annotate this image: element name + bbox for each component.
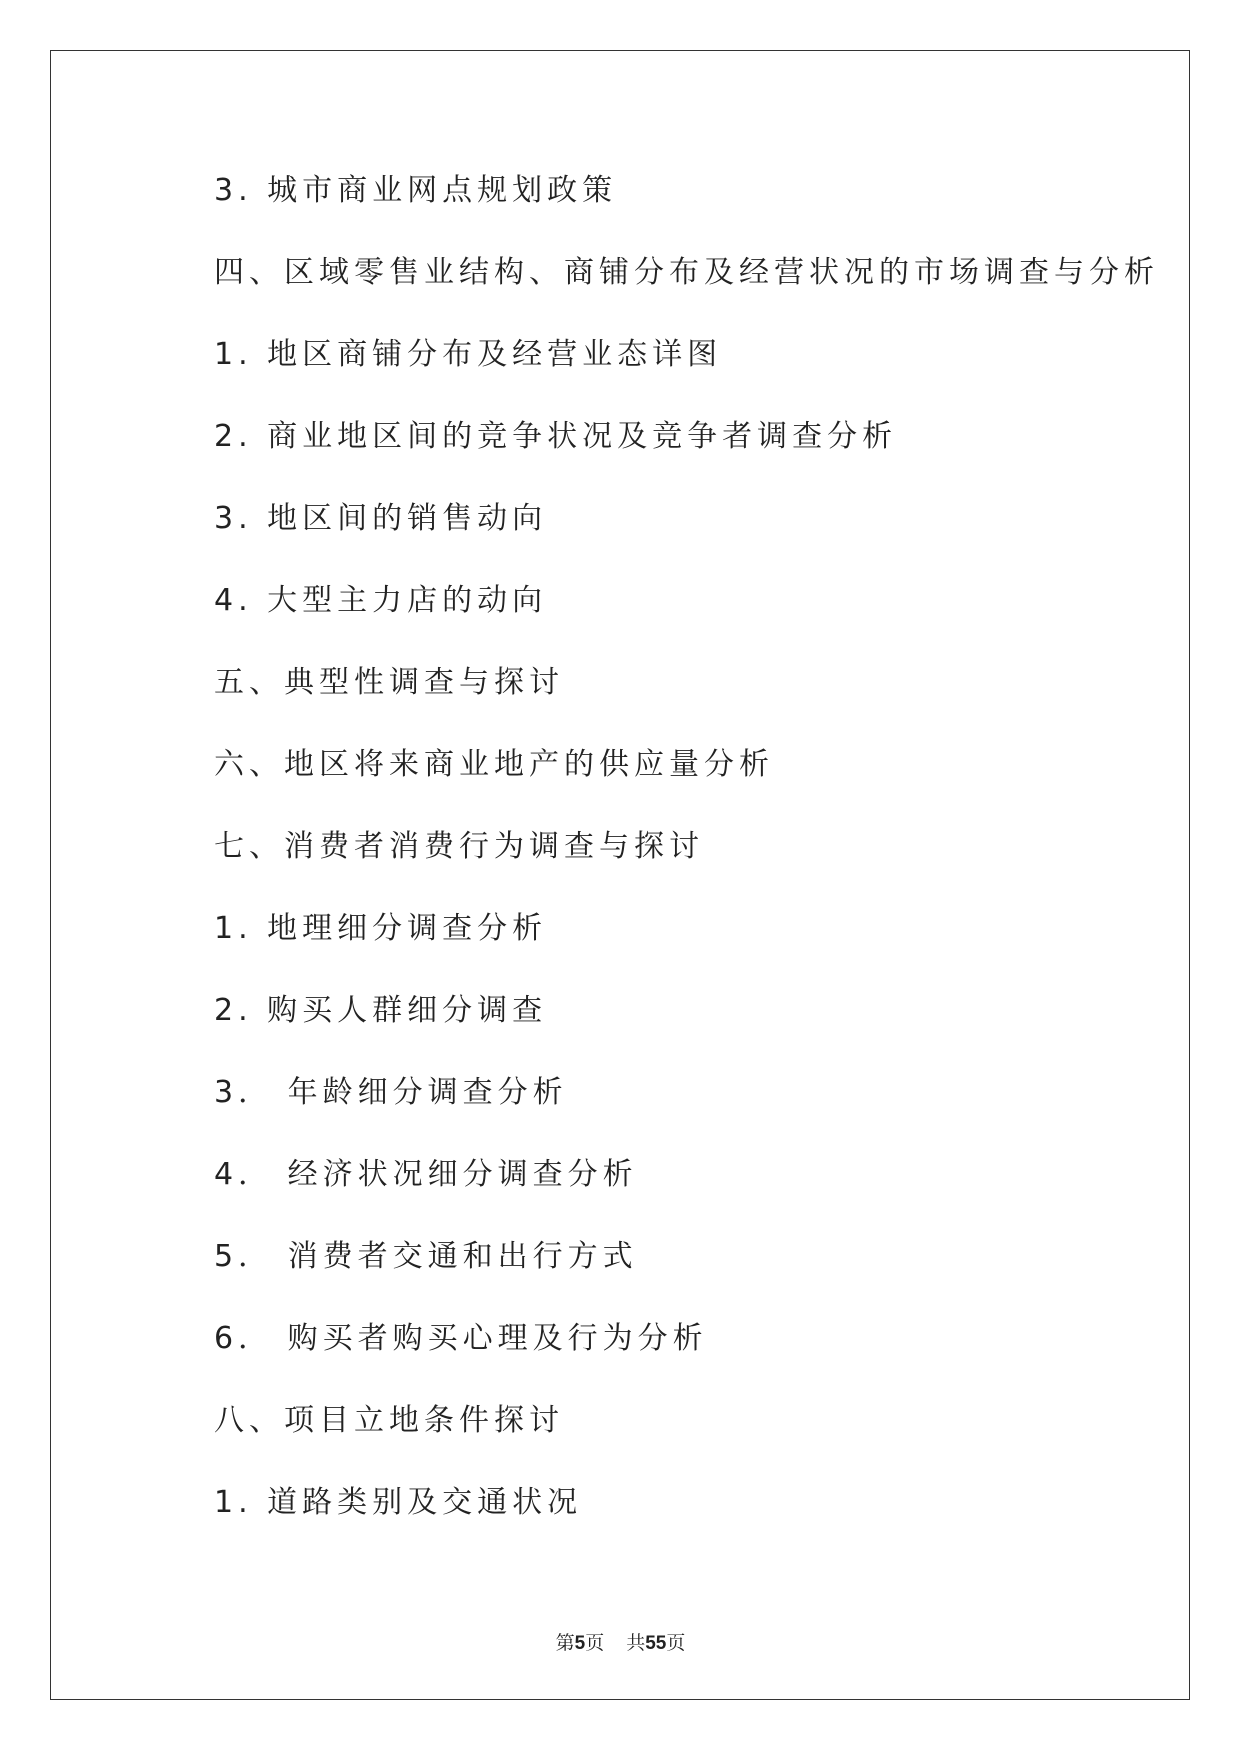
text-line: 4． 经济状况细分调查分析 (214, 1157, 638, 1192)
section-heading: 六、地区将来商业地产的供应量分析 (214, 747, 774, 782)
total-prefix: 共 (626, 1632, 646, 1654)
section-heading: 四、区域零售业结构、商铺分布及经营状况的市场调查与分析 (214, 255, 1159, 290)
text-line: 1. 道路类别及交通状况 (214, 1485, 583, 1520)
text-line: 3． 年龄细分调查分析 (214, 1075, 568, 1110)
section-heading: 五、典型性调查与探讨 (214, 665, 564, 700)
page-prefix: 第 (555, 1632, 575, 1654)
page-suffix: 页 (585, 1632, 605, 1654)
total-pages: 55 (645, 1633, 667, 1654)
total-suffix: 页 (666, 1632, 686, 1654)
text-line: 4. 大型主力店的动向 (214, 583, 548, 618)
text-line: 2. 购买人群细分调查 (214, 993, 548, 1028)
document-body (214, 164, 1159, 1558)
page-footer (0, 1628, 1241, 1655)
text-line: 2. 商业地区间的竞争状况及竞争者调查分析 (214, 419, 898, 454)
text-line: 1. 地区商铺分布及经营业态详图 (214, 337, 723, 372)
section-heading: 八、项目立地条件探讨 (214, 1403, 564, 1438)
text-line: 1. 地理细分调查分析 (214, 911, 548, 946)
section-heading: 七、消费者消费行为调查与探讨 (214, 829, 704, 864)
text-line: 6． 购买者购买心理及行为分析 (214, 1321, 708, 1356)
page-number: 5 (574, 1633, 586, 1654)
text-line: 3. 地区间的销售动向 (214, 501, 548, 536)
text-line: 5． 消费者交通和出行方式 (214, 1239, 638, 1274)
text-line: 3. 城市商业网点规划政策 (214, 173, 618, 208)
